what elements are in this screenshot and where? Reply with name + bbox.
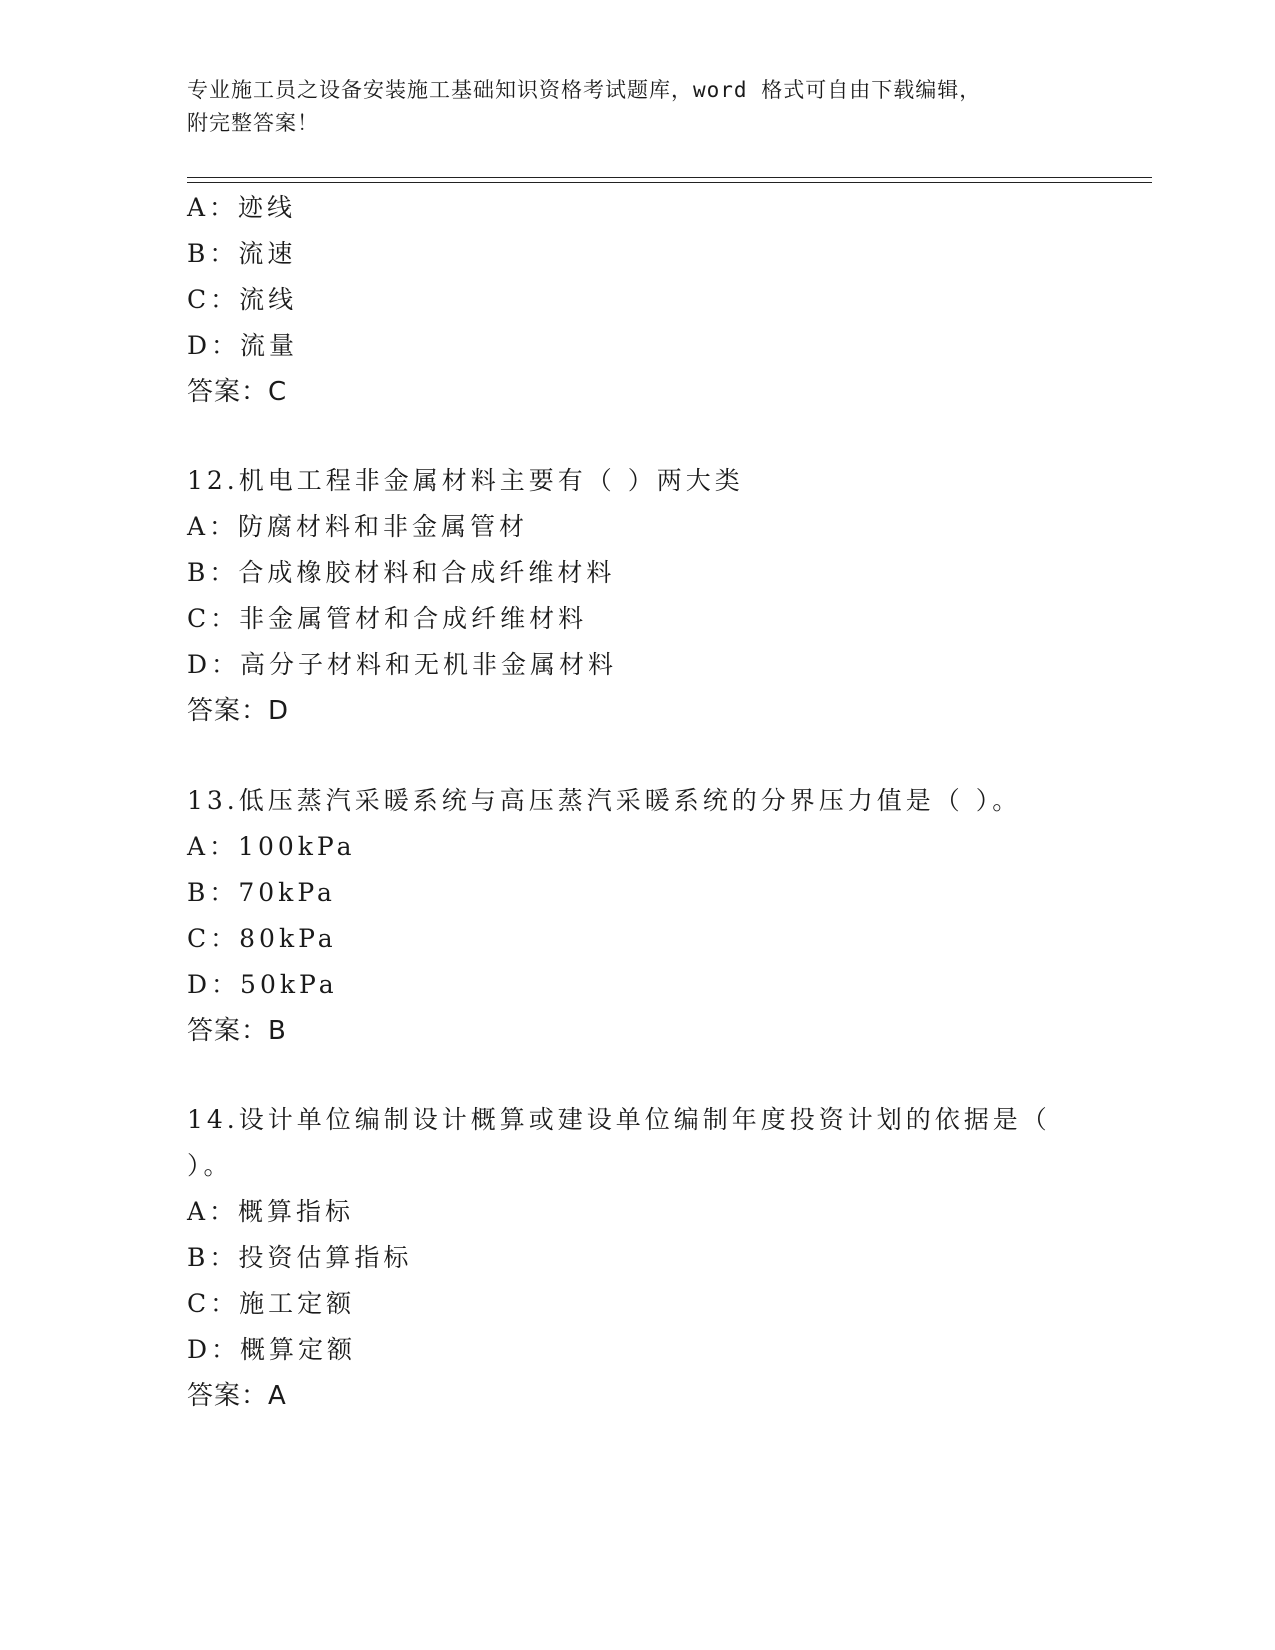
answer-line: 答案：C	[187, 377, 288, 407]
option-b: B：合成橡胶材料和合成纤维材料	[187, 558, 616, 587]
answer-line: 答案：B	[187, 1016, 287, 1046]
header-line-2: 附完整答案！	[187, 111, 319, 135]
question-text-line-2: ）。	[187, 1151, 233, 1180]
question-text-line-1: 14.设计单位编制设计概算或建设单位编制年度投资计划的依据是（	[187, 1105, 1051, 1134]
question-text: 13.低压蒸汽采暖系统与高压蒸汽采暖系统的分界压力值是（ ）。	[187, 786, 1022, 815]
option-d: D：高分子材料和无机非金属材料	[187, 650, 618, 679]
question-text: 12.机电工程非金属材料主要有（ ）两大类	[187, 466, 744, 495]
question-12	[187, 458, 1087, 734]
option-d: D：50kPa	[187, 970, 338, 999]
option-c: C：施工定额	[187, 1289, 356, 1318]
option-c: C：流线	[187, 285, 298, 314]
option-d: D：概算定额	[187, 1335, 357, 1364]
option-b: B：流速	[187, 239, 297, 268]
header-line-1: 专业施工员之设备安装施工基础知识资格考试题库，word 格式可自由下载编辑，	[187, 78, 982, 102]
option-a: A：防腐材料和非金属管材	[187, 512, 529, 541]
option-a: A：迹线	[187, 193, 297, 222]
question-11	[187, 185, 1087, 415]
option-b: B：70kPa	[187, 878, 336, 907]
option-a: A：100kPa	[187, 832, 356, 861]
question-14	[187, 1097, 1087, 1419]
option-b: B：投资估算指标	[187, 1243, 413, 1272]
option-c: C：80kPa	[187, 924, 337, 953]
option-a: A：概算指标	[187, 1197, 355, 1226]
answer-line: 答案：D	[187, 696, 290, 726]
question-13	[187, 778, 1087, 1054]
option-c: C：非金属管材和合成纤维材料	[187, 604, 588, 633]
document-header	[187, 74, 1067, 140]
option-d: D：流量	[187, 331, 299, 360]
header-divider-bottom	[187, 182, 1152, 183]
header-divider-top	[187, 177, 1152, 178]
answer-line: 答案：A	[187, 1381, 287, 1411]
